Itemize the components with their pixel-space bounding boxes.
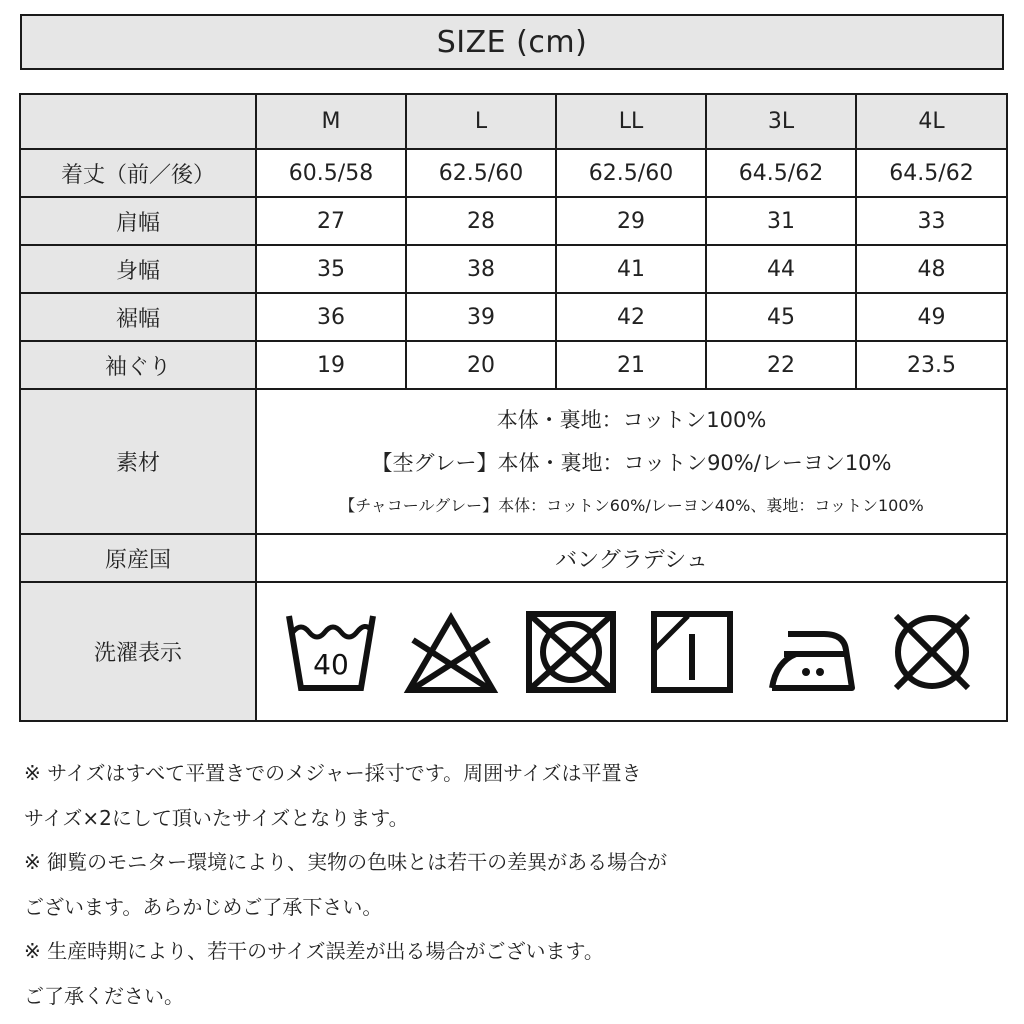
iron-medium-icon [764, 610, 860, 694]
wash-40-icon [283, 610, 379, 694]
table-cell: 22 [706, 341, 856, 389]
note-line: サイズ×2にして頂いたサイズとなります。 [24, 805, 409, 830]
wash-temp-label: 40 [313, 647, 349, 681]
table-row [20, 341, 1007, 389]
table-cell: 38 [406, 245, 556, 293]
row-label: 洗濯表示 [20, 582, 256, 721]
care-row [20, 582, 1007, 721]
size-table [19, 93, 1008, 722]
table-row [20, 149, 1007, 197]
table-cell: 44 [706, 245, 856, 293]
table-cell: 62.5/60 [406, 149, 556, 197]
note-line: ※ 御覧のモニター環境により、実物の色味とは若干の差異がある場合が [24, 850, 668, 874]
row-label: 着丈（前／後） [20, 149, 256, 197]
size-header-cell: L [406, 94, 556, 149]
table-cell: 33 [856, 197, 1007, 245]
table-cell: 23.5 [856, 341, 1007, 389]
note-line: ご了承ください。 [24, 983, 184, 1008]
size-header-row [20, 94, 1007, 149]
table-cell: 29 [556, 197, 706, 245]
table-row [20, 197, 1007, 245]
row-label: 肩幅 [20, 197, 256, 245]
table-row [20, 245, 1007, 293]
row-label: 身幅 [20, 245, 256, 293]
table-cell: 60.5/58 [256, 149, 406, 197]
no-tumble-dry-icon [523, 610, 619, 694]
table-cell: 41 [556, 245, 706, 293]
table-cell: 45 [706, 293, 856, 341]
note-line: ※ 生産時期により、若干のサイズ誤差が出る場合がございます。 [24, 939, 604, 963]
table-cell: 42 [556, 293, 706, 341]
material-row [20, 389, 1007, 534]
material-line: 本体・裏地：コットン100% [496, 407, 767, 432]
row-label: 裾幅 [20, 293, 256, 341]
table-cell: 35 [256, 245, 406, 293]
page-title: SIZE (cm) [20, 14, 1004, 70]
table-cell: 31 [706, 197, 856, 245]
row-label: 素材 [20, 389, 256, 534]
origin-cell: バングラデシュ [256, 534, 1007, 582]
table-cell: 48 [856, 245, 1007, 293]
table-cell: 49 [856, 293, 1007, 341]
table-cell: 19 [256, 341, 406, 389]
table-cell: 36 [256, 293, 406, 341]
size-header-cell: M [256, 94, 406, 149]
material-line: 【チャコールグレー】本体：コットン60%/レーヨン40%、裏地：コットン100% [339, 495, 924, 515]
notes [24, 757, 1004, 1024]
table-cell: 39 [406, 293, 556, 341]
table-cell: 21 [556, 341, 706, 389]
material-line: 【杢グレー】本体・裏地：コットン90%/レーヨン10% [371, 450, 892, 475]
size-header-cell: 4L [856, 94, 1007, 149]
note-line: ※ サイズはすべて平置きでのメジャー採寸です。周囲サイズは平置き [24, 761, 642, 785]
size-header-cell: LL [556, 94, 706, 149]
row-label: 原産国 [20, 534, 256, 582]
table-cell: 27 [256, 197, 406, 245]
row-label: 袖ぐり [20, 341, 256, 389]
table-cell: 62.5/60 [556, 149, 706, 197]
corner-cell [20, 94, 256, 149]
table-cell: 64.5/62 [706, 149, 856, 197]
drip-dry-shade-icon [644, 610, 740, 694]
care-icons-cell [256, 582, 1007, 721]
table-row [20, 293, 1007, 341]
table-cell: 28 [406, 197, 556, 245]
table-cell: 64.5/62 [856, 149, 1007, 197]
note-line: ございます。あらかじめご了承下さい。 [24, 894, 383, 919]
no-bleach-icon [403, 610, 499, 694]
material-cell [256, 389, 1007, 534]
size-header-cell: 3L [706, 94, 856, 149]
table-cell: 20 [406, 341, 556, 389]
no-dry-clean-icon [884, 610, 980, 694]
origin-row [20, 534, 1007, 582]
